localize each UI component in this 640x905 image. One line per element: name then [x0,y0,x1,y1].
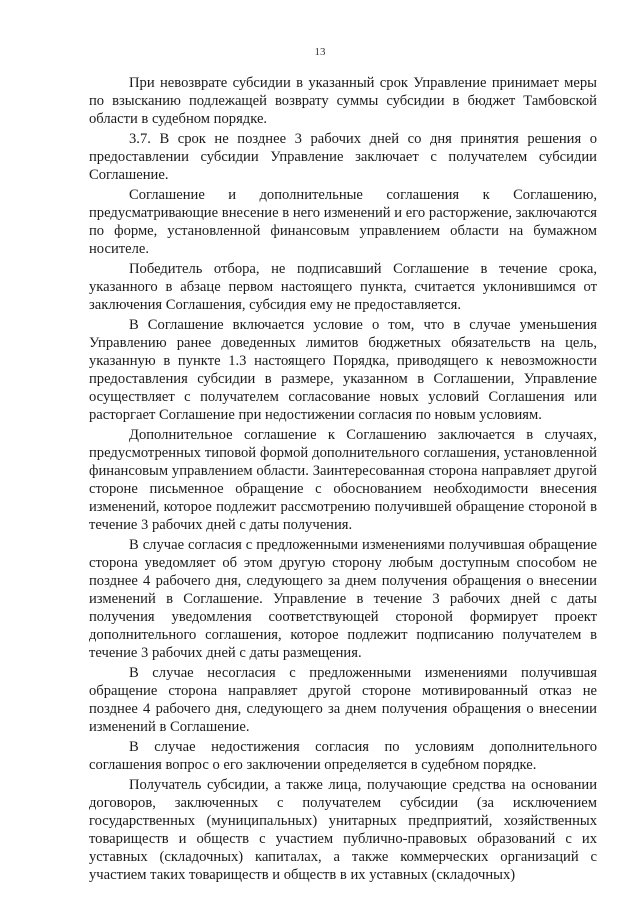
paragraph: При невозврате субсидии в указанный срок Управление принимает меры по взысканию подлежащей возврату суммы субсидии в бюджет Тамбовской области в судебном порядке. [89,75,597,127]
paragraph: В случае согласия с предложенными изменениями получившая обращение сторона уведомляет об этом другую сторону любым доступным способом не позднее 4 рабочего дня, следующего за днем получения обращения о внесении изменений в Соглашение. Управление в течение 3 рабочих дней с даты получения уведомления соответствующей стороной формирует проект дополнительного соглашения, которое подлежит подписанию получателем в течение 3 рабочих дней с даты размещения. [89,537,597,661]
paragraph: В Соглашение включается условие о том, что в случае уменьшения Управлению ранее доведенных лимитов бюджетных обязательств на цель, указанную в пункте 1.3 настоящего Порядка, приводящего к невозможности предоставления субсидии в размере, указанном в Соглашении, Управление осуществляет с получателем согласование новых условий Соглашения или расторгает Соглашение при недостижении согласия по новым условиям. [89,317,597,423]
document-body [89,74,597,886]
paragraph: Соглашение и дополнительные соглашения к Соглашению, предусматривающие внесение в него изменений и его расторжение, заключаются по форме, установленной финансовым управлением области на бумажном носителе. [89,187,597,257]
paragraph: В случае недостижения согласия по условиям дополнительного соглашения вопрос о его заключении определяется в судебном порядке. [89,739,597,773]
paragraph: 3.7. В срок не позднее 3 рабочих дней со дня принятия решения о предоставлении субсидии Управление заключает с получателем субсидии Соглашение. [89,131,597,183]
paragraph: Победитель отбора, не подписавший Соглашение в течение срока, указанного в абзаце первом настоящего пункта, считается уклонившимся от заключения Соглашения, субсидия ему не предоставляется. [89,261,597,313]
paragraph: Получатель субсидии, а также лица, получающие средства на основании договоров, заключенных с получателем субсидии (за исключением государственных (муниципальных) унитарных предприятий, хозяйственных товариществ и обществ с участием публично-правовых образований с их уставных (складочных) капиталах, а также коммерческих организаций с участием таких товариществ и обществ в их уставных (складочных) [89,777,597,883]
page-number: 13 [314,46,326,58]
paragraph: Дополнительное соглашение к Соглашению заключается в случаях, предусмотренных типовой формой дополнительного соглашения, установленной финансовым управлением области. Заинтересованная сторона направляет другой стороне письменное обращение с обоснованием необходимости внесения изменений, которое подлежит рассмотрению получившей обращение стороной в течение 3 рабочих дней с даты получения. [89,427,597,533]
paragraph: В случае несогласия с предложенными изменениями получившая обращение сторона направляет другой стороне мотивированный отказ не позднее 4 рабочего дня, следующего за днем получения обращения о внесении изменений в Соглашение. [89,665,597,735]
